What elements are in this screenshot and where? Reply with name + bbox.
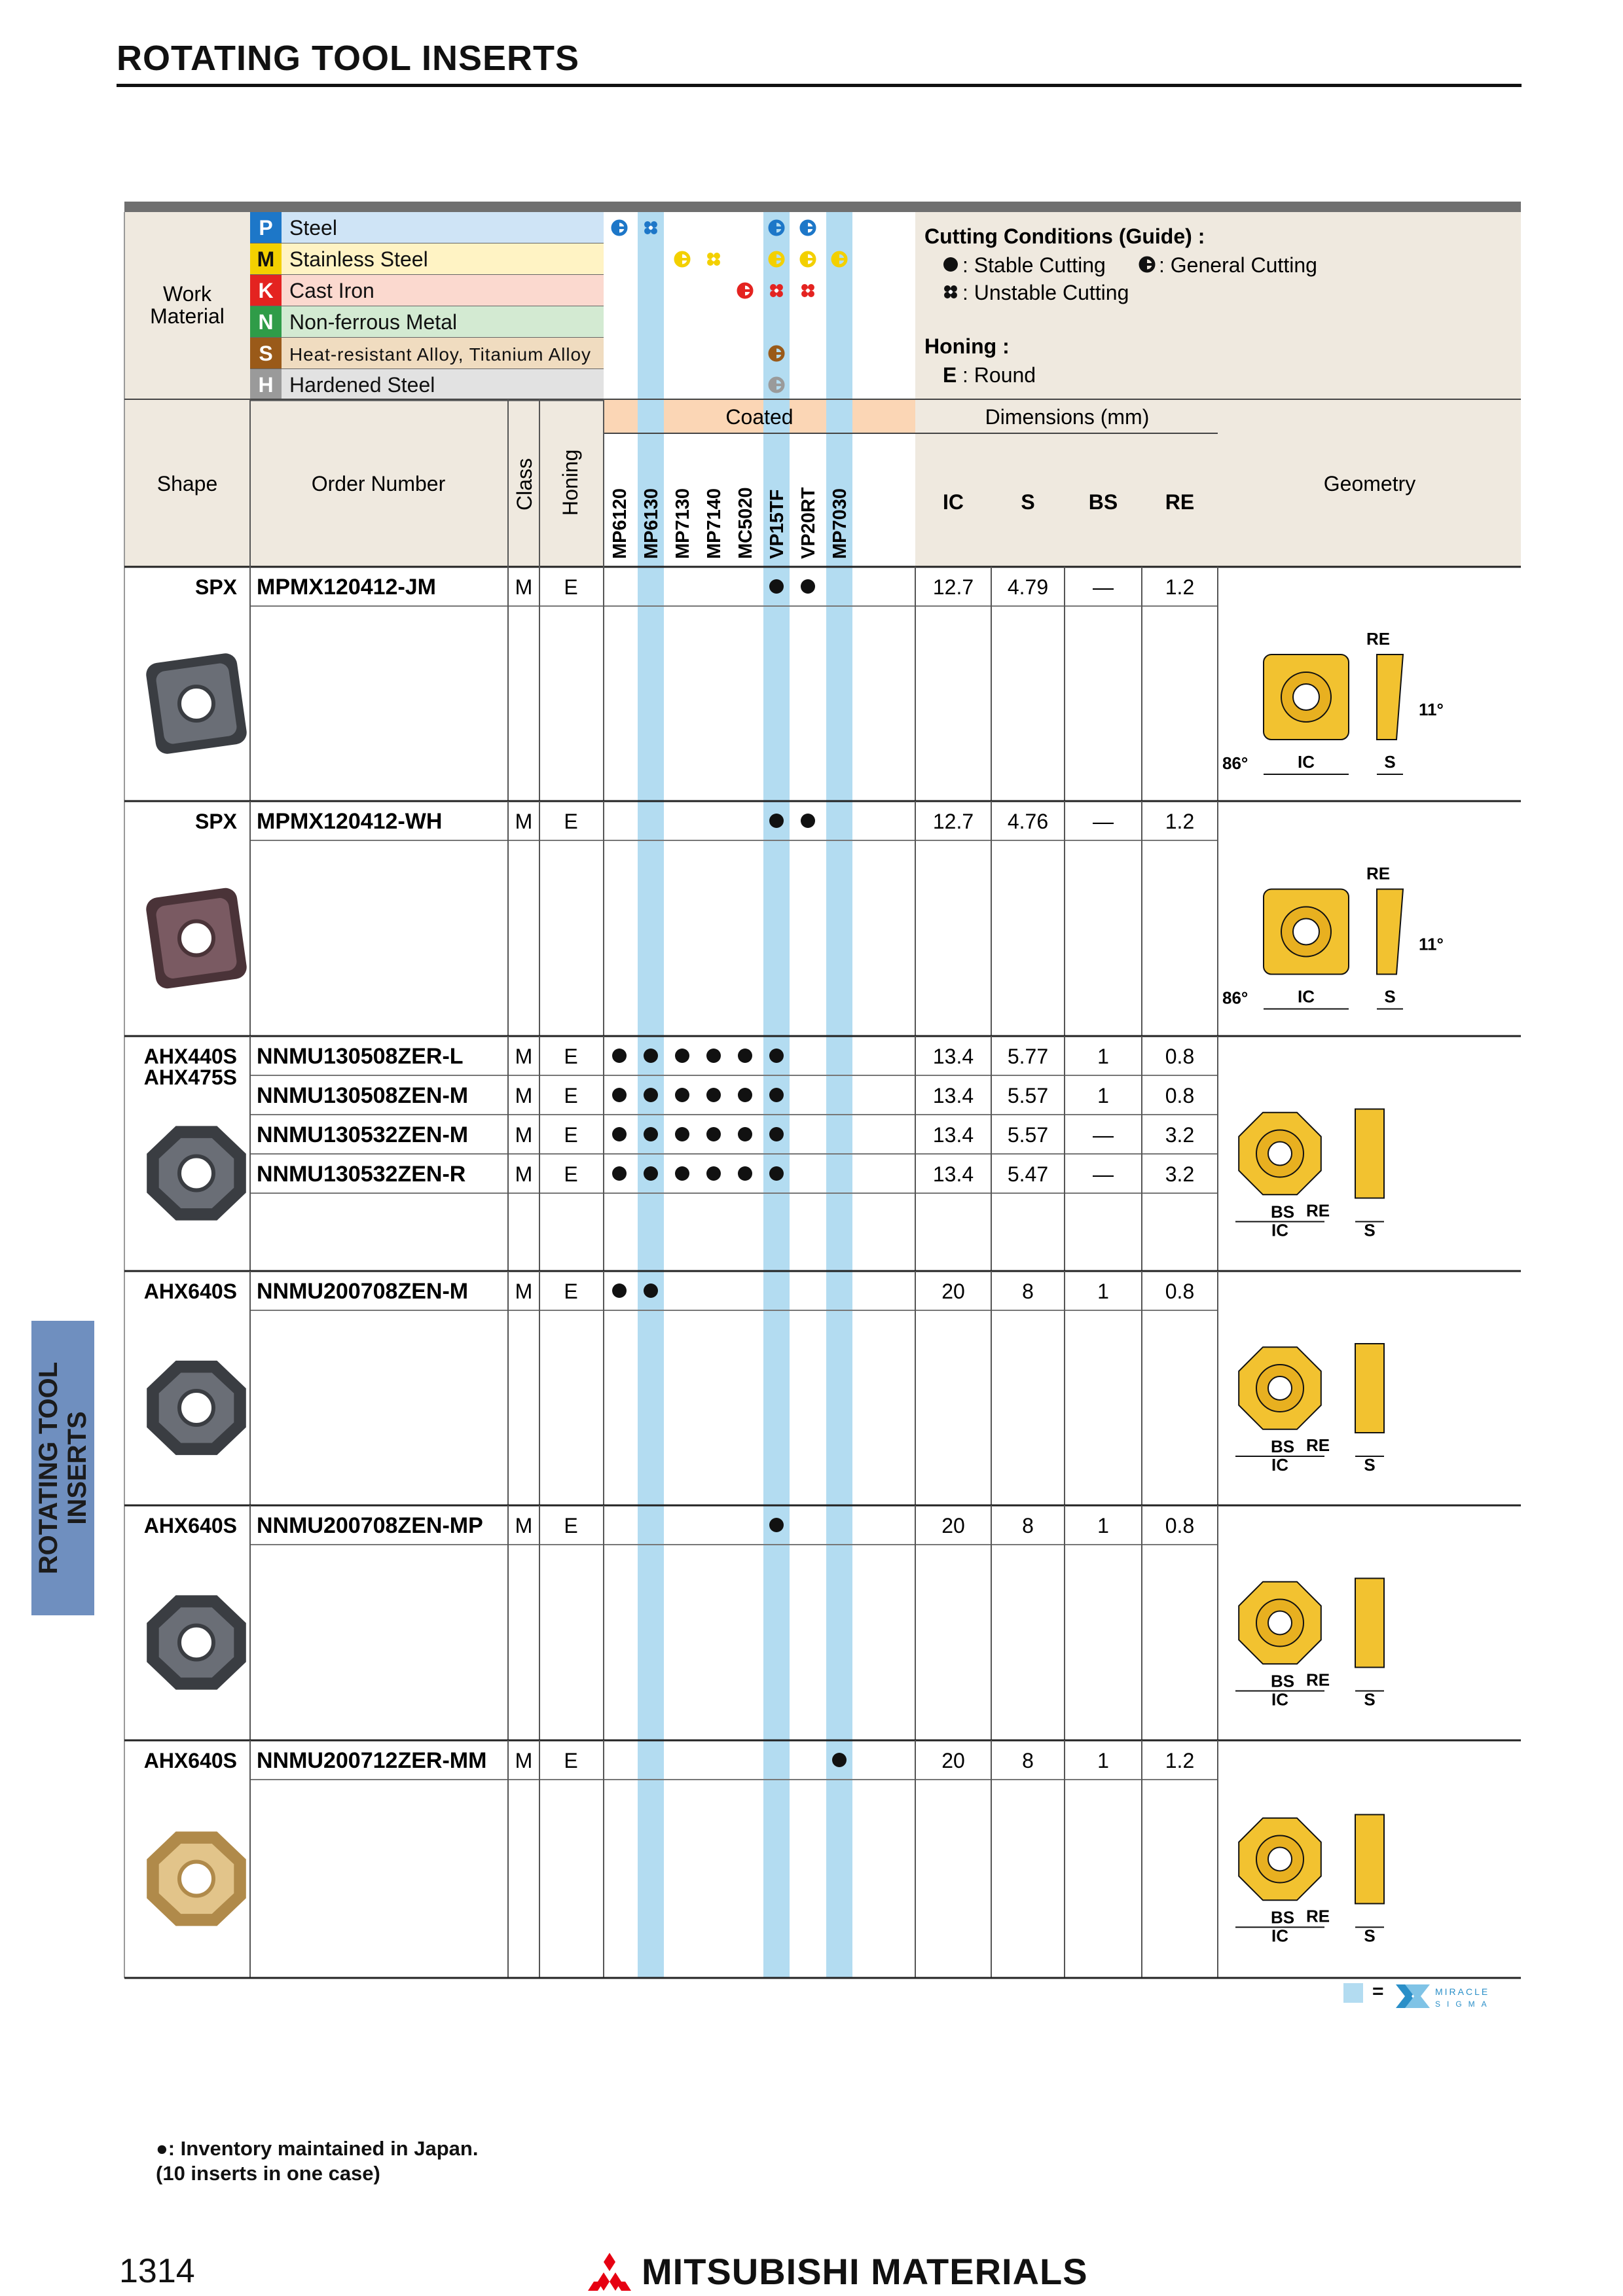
condition-general-icon — [801, 253, 814, 266]
stable-cutting-icon — [943, 257, 958, 272]
grade-header-MP7030: MP7030 — [830, 488, 850, 559]
general-cutting-icon — [1140, 258, 1154, 271]
dim-value-BS: — — [1093, 810, 1114, 833]
material-name-N: Non-ferrous Metal — [289, 310, 458, 334]
general-cutting-label: : General Cutting — [1159, 253, 1317, 277]
insert-photo — [145, 886, 248, 990]
grade-header-MP7140: MP7140 — [704, 488, 725, 559]
material-code-N: N — [258, 310, 274, 334]
dim-value-S: 5.77 — [1007, 1045, 1049, 1068]
insert-photo — [147, 1126, 246, 1220]
order-number: NNMU200708ZEN-MP — [257, 1513, 483, 1538]
dim-value-BS: 1 — [1097, 1280, 1109, 1303]
class-value: M — [515, 1162, 533, 1186]
material-code-M: M — [257, 247, 275, 271]
condition-general-icon — [676, 253, 689, 266]
re-label: RE — [1366, 629, 1391, 649]
shape-code: AHX640S — [143, 1749, 237, 1772]
dim-value-S: 8 — [1022, 1280, 1034, 1303]
dim-value-RE: 0.8 — [1165, 1045, 1195, 1068]
ic-label: IC — [1271, 1689, 1288, 1710]
stock-dot-icon — [738, 1127, 752, 1141]
dim-value-RE: 0.8 — [1165, 1280, 1195, 1303]
re-label: RE — [1366, 863, 1391, 884]
shape-header: Shape — [156, 472, 218, 495]
condition-unstable-icon — [801, 284, 814, 297]
material-code-P: P — [259, 216, 273, 240]
stock-dot-icon — [612, 1127, 627, 1141]
miracle-sigma-logo — [1396, 1983, 1520, 2009]
stock-dot-icon — [738, 1049, 752, 1063]
order-number: NNMU200712ZER-MM — [257, 1748, 487, 1773]
stock-dot-icon — [612, 1049, 627, 1063]
honing-value: E — [564, 1162, 578, 1186]
stock-dot-icon — [738, 1166, 752, 1181]
class-value: M — [515, 1514, 533, 1537]
s-label: S — [1384, 986, 1396, 1007]
shape-code: AHX640S — [143, 1514, 237, 1537]
ic-label: IC — [1271, 1455, 1288, 1475]
re-label: RE — [1305, 1435, 1330, 1455]
condition-unstable-icon — [707, 253, 720, 266]
shape-code: AHX640S — [143, 1280, 237, 1303]
honing-value: E — [564, 1749, 578, 1772]
stock-dot-icon — [801, 814, 815, 828]
material-name-K: Cast Iron — [289, 279, 374, 302]
dim-header-BS: BS — [1088, 490, 1118, 514]
order-number-header: Order Number — [311, 472, 446, 495]
class-value: M — [515, 1084, 533, 1107]
honing-header: Honing — [558, 449, 582, 516]
footnote: ●: Inventory maintained in Japan. (10 inserts in one case) — [156, 2137, 479, 2185]
honing-value: E — [564, 575, 578, 599]
shape-code: SPX — [194, 810, 237, 833]
order-number: NNMU200708ZEN-M — [257, 1279, 469, 1304]
dim-header-S: S — [1021, 490, 1035, 514]
grade-header-VP20RT: VP20RT — [798, 487, 819, 559]
geometry-header: Geometry — [1323, 472, 1416, 495]
dim-value-IC: 20 — [941, 1514, 965, 1537]
class-value: M — [515, 1280, 533, 1303]
order-number: NNMU130508ZER-L — [257, 1044, 464, 1069]
ic-label: IC — [1298, 752, 1315, 772]
order-number: MPMX120412-WH — [257, 809, 443, 834]
material-code-K: K — [258, 279, 274, 302]
stock-dot-icon — [644, 1283, 658, 1298]
s-label: S — [1364, 1689, 1376, 1710]
dim-value-S: 4.76 — [1007, 810, 1049, 833]
page-title: ROTATING TOOL INSERTS — [117, 39, 580, 78]
dim-value-RE: 3.2 — [1165, 1123, 1195, 1147]
miracle-legend-swatch — [1343, 1983, 1363, 2003]
dim-value-BS: 1 — [1097, 1514, 1109, 1537]
grade-header-MP6120: MP6120 — [610, 488, 630, 559]
stock-dot-icon — [738, 1088, 752, 1102]
s-label: S — [1364, 1926, 1376, 1946]
honing-title: Honing : — [924, 334, 1010, 358]
shape-code: SPX — [194, 575, 237, 599]
honing-desc: : Round — [962, 363, 1036, 387]
ic-label: IC — [1298, 986, 1315, 1007]
stable-cutting-label: : Stable Cutting — [962, 253, 1106, 277]
dim-value-BS: — — [1093, 575, 1114, 599]
stock-dot-icon — [832, 1753, 847, 1767]
material-name-M: Stainless Steel — [289, 247, 428, 271]
dim-value-BS: 1 — [1097, 1045, 1109, 1068]
stock-dot-icon — [675, 1049, 689, 1063]
class-header: Class — [513, 457, 536, 511]
stock-dot-icon — [612, 1166, 627, 1181]
work-material-label: Material — [150, 304, 225, 328]
stock-dot-icon — [644, 1049, 658, 1063]
stock-dot-icon — [769, 1088, 784, 1102]
stock-dot-icon — [769, 1049, 784, 1063]
dim-value-S: 8 — [1022, 1514, 1034, 1537]
dim-header-RE: RE — [1165, 490, 1195, 514]
stock-dot-icon — [644, 1088, 658, 1102]
svg-text:MIRACLE: MIRACLE — [1435, 1986, 1490, 1997]
re-label: RE — [1305, 1670, 1330, 1690]
stock-dot-icon — [769, 579, 784, 594]
material-name-P: Steel — [289, 216, 337, 240]
condition-general-icon — [613, 221, 626, 234]
order-number: NNMU130532ZEN-R — [257, 1162, 466, 1187]
stock-dot-icon — [769, 814, 784, 828]
dim-value-S: 8 — [1022, 1749, 1034, 1772]
class-value: M — [515, 1123, 533, 1147]
bs-label: BS — [1270, 1907, 1295, 1928]
stock-dot-icon — [675, 1088, 689, 1102]
svg-text:SIGMA: SIGMA — [1435, 2000, 1493, 2009]
unstable-cutting-label: : Unstable Cutting — [962, 281, 1129, 304]
miracle-column — [826, 212, 852, 1978]
condition-general-icon — [770, 378, 783, 391]
s-label: S — [1364, 1220, 1376, 1240]
bs-label: BS — [1270, 1437, 1295, 1456]
stock-dot-icon — [612, 1088, 627, 1102]
dim-value-BS: — — [1093, 1162, 1114, 1186]
honing-value: E — [564, 810, 578, 833]
material-code-S: S — [259, 342, 273, 365]
bs-label: BS — [1270, 1202, 1295, 1222]
angle-label: 11° — [1419, 934, 1444, 954]
grade-header-VP15TF: VP15TF — [767, 489, 788, 559]
stock-dot-icon — [706, 1049, 721, 1063]
geometry-drawing — [1264, 889, 1403, 1009]
s-label: S — [1384, 752, 1396, 772]
dim-value-IC: 20 — [941, 1280, 965, 1303]
re-label: RE — [1305, 1906, 1330, 1926]
condition-general-icon — [739, 284, 752, 297]
dim-value-BS: 1 — [1097, 1084, 1109, 1107]
stock-dot-icon — [769, 1518, 784, 1532]
bs-label: BS — [1270, 1671, 1295, 1691]
shape-code: AHX475S — [143, 1066, 237, 1089]
honing-value: E — [564, 1123, 578, 1147]
side-tab-label: ROTATING TOOL INSERTS — [34, 1361, 92, 1575]
dim-value-BS: — — [1093, 1123, 1114, 1147]
dim-header-IC: IC — [943, 490, 964, 514]
dim-value-RE: 0.8 — [1165, 1514, 1195, 1537]
dim-value-RE: 1.2 — [1165, 575, 1195, 599]
dim-value-S: 4.79 — [1007, 575, 1049, 599]
order-number: MPMX120412-JM — [257, 575, 437, 600]
re-label: RE — [1305, 1200, 1330, 1221]
dim-value-IC: 13.4 — [932, 1045, 974, 1068]
class-value: M — [515, 1045, 533, 1068]
stock-dot-icon — [675, 1166, 689, 1181]
insert-photo — [147, 1595, 246, 1689]
condition-general-icon — [770, 221, 783, 234]
condition-general-icon — [833, 253, 846, 266]
conditions-title: Cutting Conditions (Guide) : — [924, 224, 1205, 248]
dim-value-IC: 12.7 — [932, 810, 974, 833]
class-value: M — [515, 1749, 533, 1772]
stock-dot-icon — [706, 1127, 721, 1141]
stock-dot-icon: ● — [156, 2137, 168, 2160]
dim-value-RE: 1.2 — [1165, 1749, 1195, 1772]
stock-dot-icon — [675, 1127, 689, 1141]
order-number: NNMU130508ZEN-M — [257, 1083, 469, 1108]
honing-code: E — [943, 363, 957, 387]
stock-dot-icon — [769, 1127, 784, 1141]
dimensions-header: Dimensions (mm) — [985, 405, 1150, 429]
dim-value-IC: 13.4 — [932, 1162, 974, 1186]
condition-general-icon — [801, 221, 814, 234]
dim-value-S: 5.47 — [1007, 1162, 1049, 1186]
material-name-S: Heat-resistant Alloy, Titanium Alloy — [289, 344, 591, 365]
honing-value: E — [564, 1514, 578, 1537]
honing-value: E — [564, 1280, 578, 1303]
class-value: M — [515, 810, 533, 833]
work-material-label: Work — [162, 282, 212, 306]
stock-dot-icon — [644, 1166, 658, 1181]
dim-value-IC: 13.4 — [932, 1123, 974, 1147]
dim-value-RE: 1.2 — [1165, 810, 1195, 833]
insert-photo — [147, 1831, 246, 1926]
honing-value: E — [564, 1084, 578, 1107]
dim-value-S: 5.57 — [1007, 1084, 1049, 1107]
angle-label: 86° — [1222, 988, 1249, 1008]
grade-header-MP6130: MP6130 — [641, 488, 662, 559]
material-code-H: H — [258, 373, 274, 397]
ic-label: IC — [1271, 1926, 1288, 1946]
geometry-drawing — [1264, 655, 1403, 774]
material-name-H: Hardened Steel — [289, 373, 435, 397]
angle-label: 86° — [1222, 753, 1249, 773]
s-label: S — [1364, 1455, 1376, 1475]
grade-header-MC5020: MC5020 — [735, 487, 756, 559]
dim-value-IC: 13.4 — [932, 1084, 974, 1107]
condition-general-icon — [770, 347, 783, 360]
class-value: M — [515, 575, 533, 599]
honing-value: E — [564, 1045, 578, 1068]
ic-label: IC — [1271, 1220, 1288, 1240]
legend-equals: = — [1372, 1981, 1384, 2002]
dim-value-BS: 1 — [1097, 1749, 1109, 1772]
brand-logo: MITSUBISHI MATERIALS — [588, 2250, 1088, 2293]
dim-value-RE: 0.8 — [1165, 1084, 1195, 1107]
angle-label: 11° — [1419, 700, 1444, 719]
insert-photo — [147, 1361, 246, 1455]
coated-header: Coated — [725, 405, 793, 429]
stock-dot-icon — [769, 1166, 784, 1181]
stock-dot-icon — [706, 1088, 721, 1102]
dim-value-IC: 20 — [941, 1749, 965, 1772]
stock-dot-icon — [612, 1283, 627, 1298]
three-diamonds-icon — [588, 2253, 631, 2291]
stock-dot-icon — [801, 579, 815, 594]
dim-value-S: 5.57 — [1007, 1123, 1049, 1147]
stock-dot-icon — [644, 1127, 658, 1141]
stock-dot-icon — [706, 1166, 721, 1181]
page-number: 1314 — [119, 2252, 195, 2290]
dim-value-RE: 3.2 — [1165, 1162, 1195, 1186]
order-number: NNMU130532ZEN-M — [257, 1122, 469, 1147]
grade-header-MP7130: MP7130 — [672, 488, 693, 559]
condition-general-icon — [770, 253, 783, 266]
insert-photo — [145, 652, 248, 755]
dim-value-IC: 12.7 — [932, 575, 974, 599]
shape-code: AHX440S — [143, 1045, 237, 1068]
